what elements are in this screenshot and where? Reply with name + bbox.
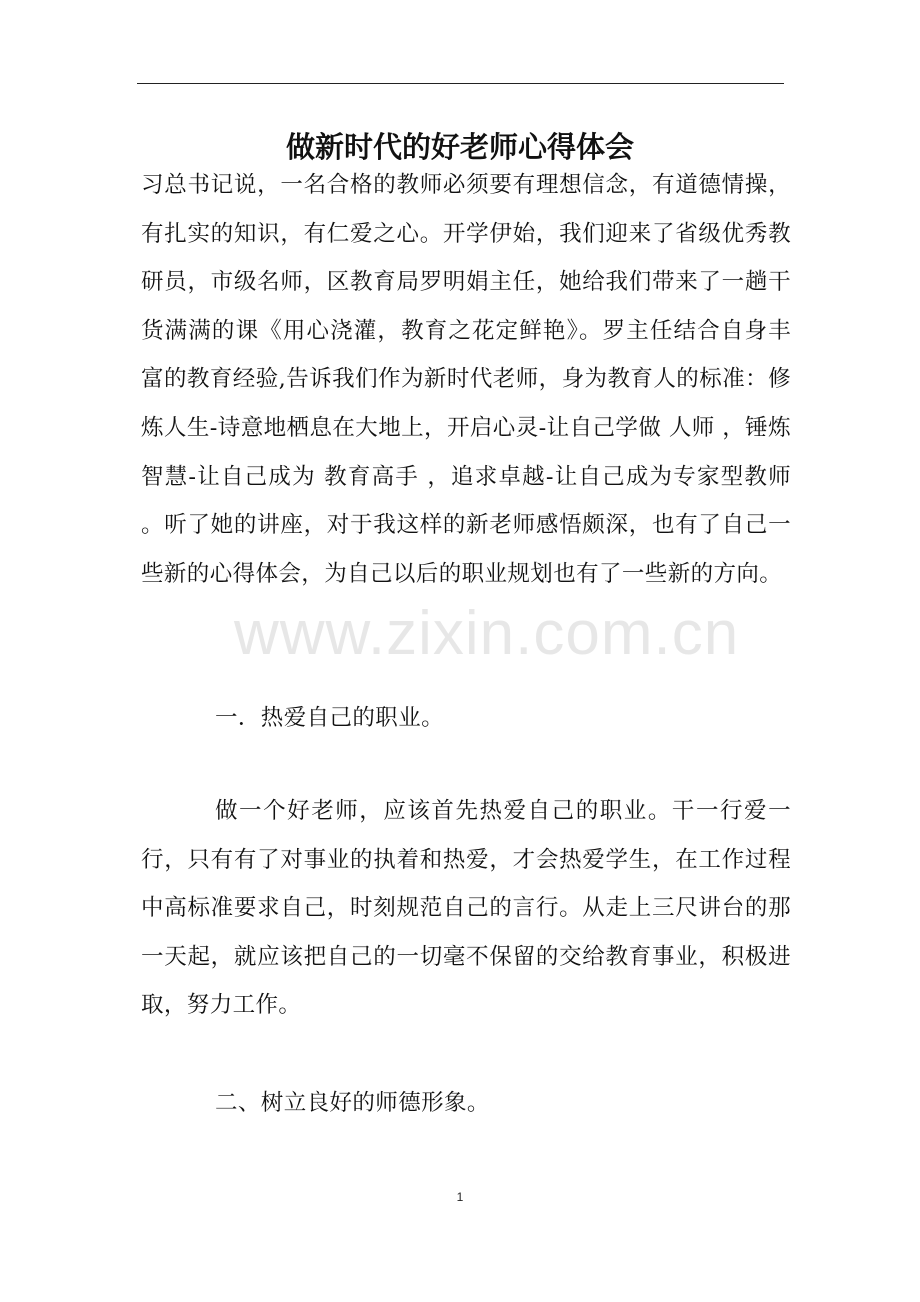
- document-title: 做新时代的好老师心得体会: [285, 130, 634, 165]
- section-heading-2: 二、树立良好的师德形象。: [215, 1090, 490, 1116]
- section-heading-1: 一．热爱自己的职业。: [215, 705, 445, 731]
- intro-paragraph: 习总书记说，一名合格的教师必须要有理想信念，有道德情操，有扎实的知识，有仁爱之心。开学伊始，我们迎来了省级优秀教研员，市级名师，区教育局罗明娟主任，她给我们带来了一趟干货满满的课《用心浇灌，教育之花定鲜艳》。罗主任结合自身丰富的教育经验,告诉我们作为新时代老师，身为教育人的标准：修炼人生-诗意地栖息在大地上，开启心灵-让自己学做 人师 ，锤炼智慧-让自己成为 教育高手 ，追求卓越-让自己成为专家型教师 。听了她的讲座，对于我这样的新老师感悟颇深，也有了自己一些新的心得体会，为自己以后的职业规划也有了一些新的方向。: [141, 172, 791, 587]
- watermark: www.zixin.com.cn: [234, 599, 740, 668]
- section-1-paragraph: 做一个好老师，应该首先热爱自己的职业。干一行爱一行，只有有了对事业的执着和热爱，才会热爱学生，在工作过程中高标准要求自己，时刻规范自己的言行。从走上三尺讲台的那一天起，就应该把自己的一切毫不保留的交给教育事业，积极进取，努力工作。: [141, 798, 791, 1019]
- page-number: 1: [456, 1190, 464, 1204]
- header-rule: [137, 83, 784, 84]
